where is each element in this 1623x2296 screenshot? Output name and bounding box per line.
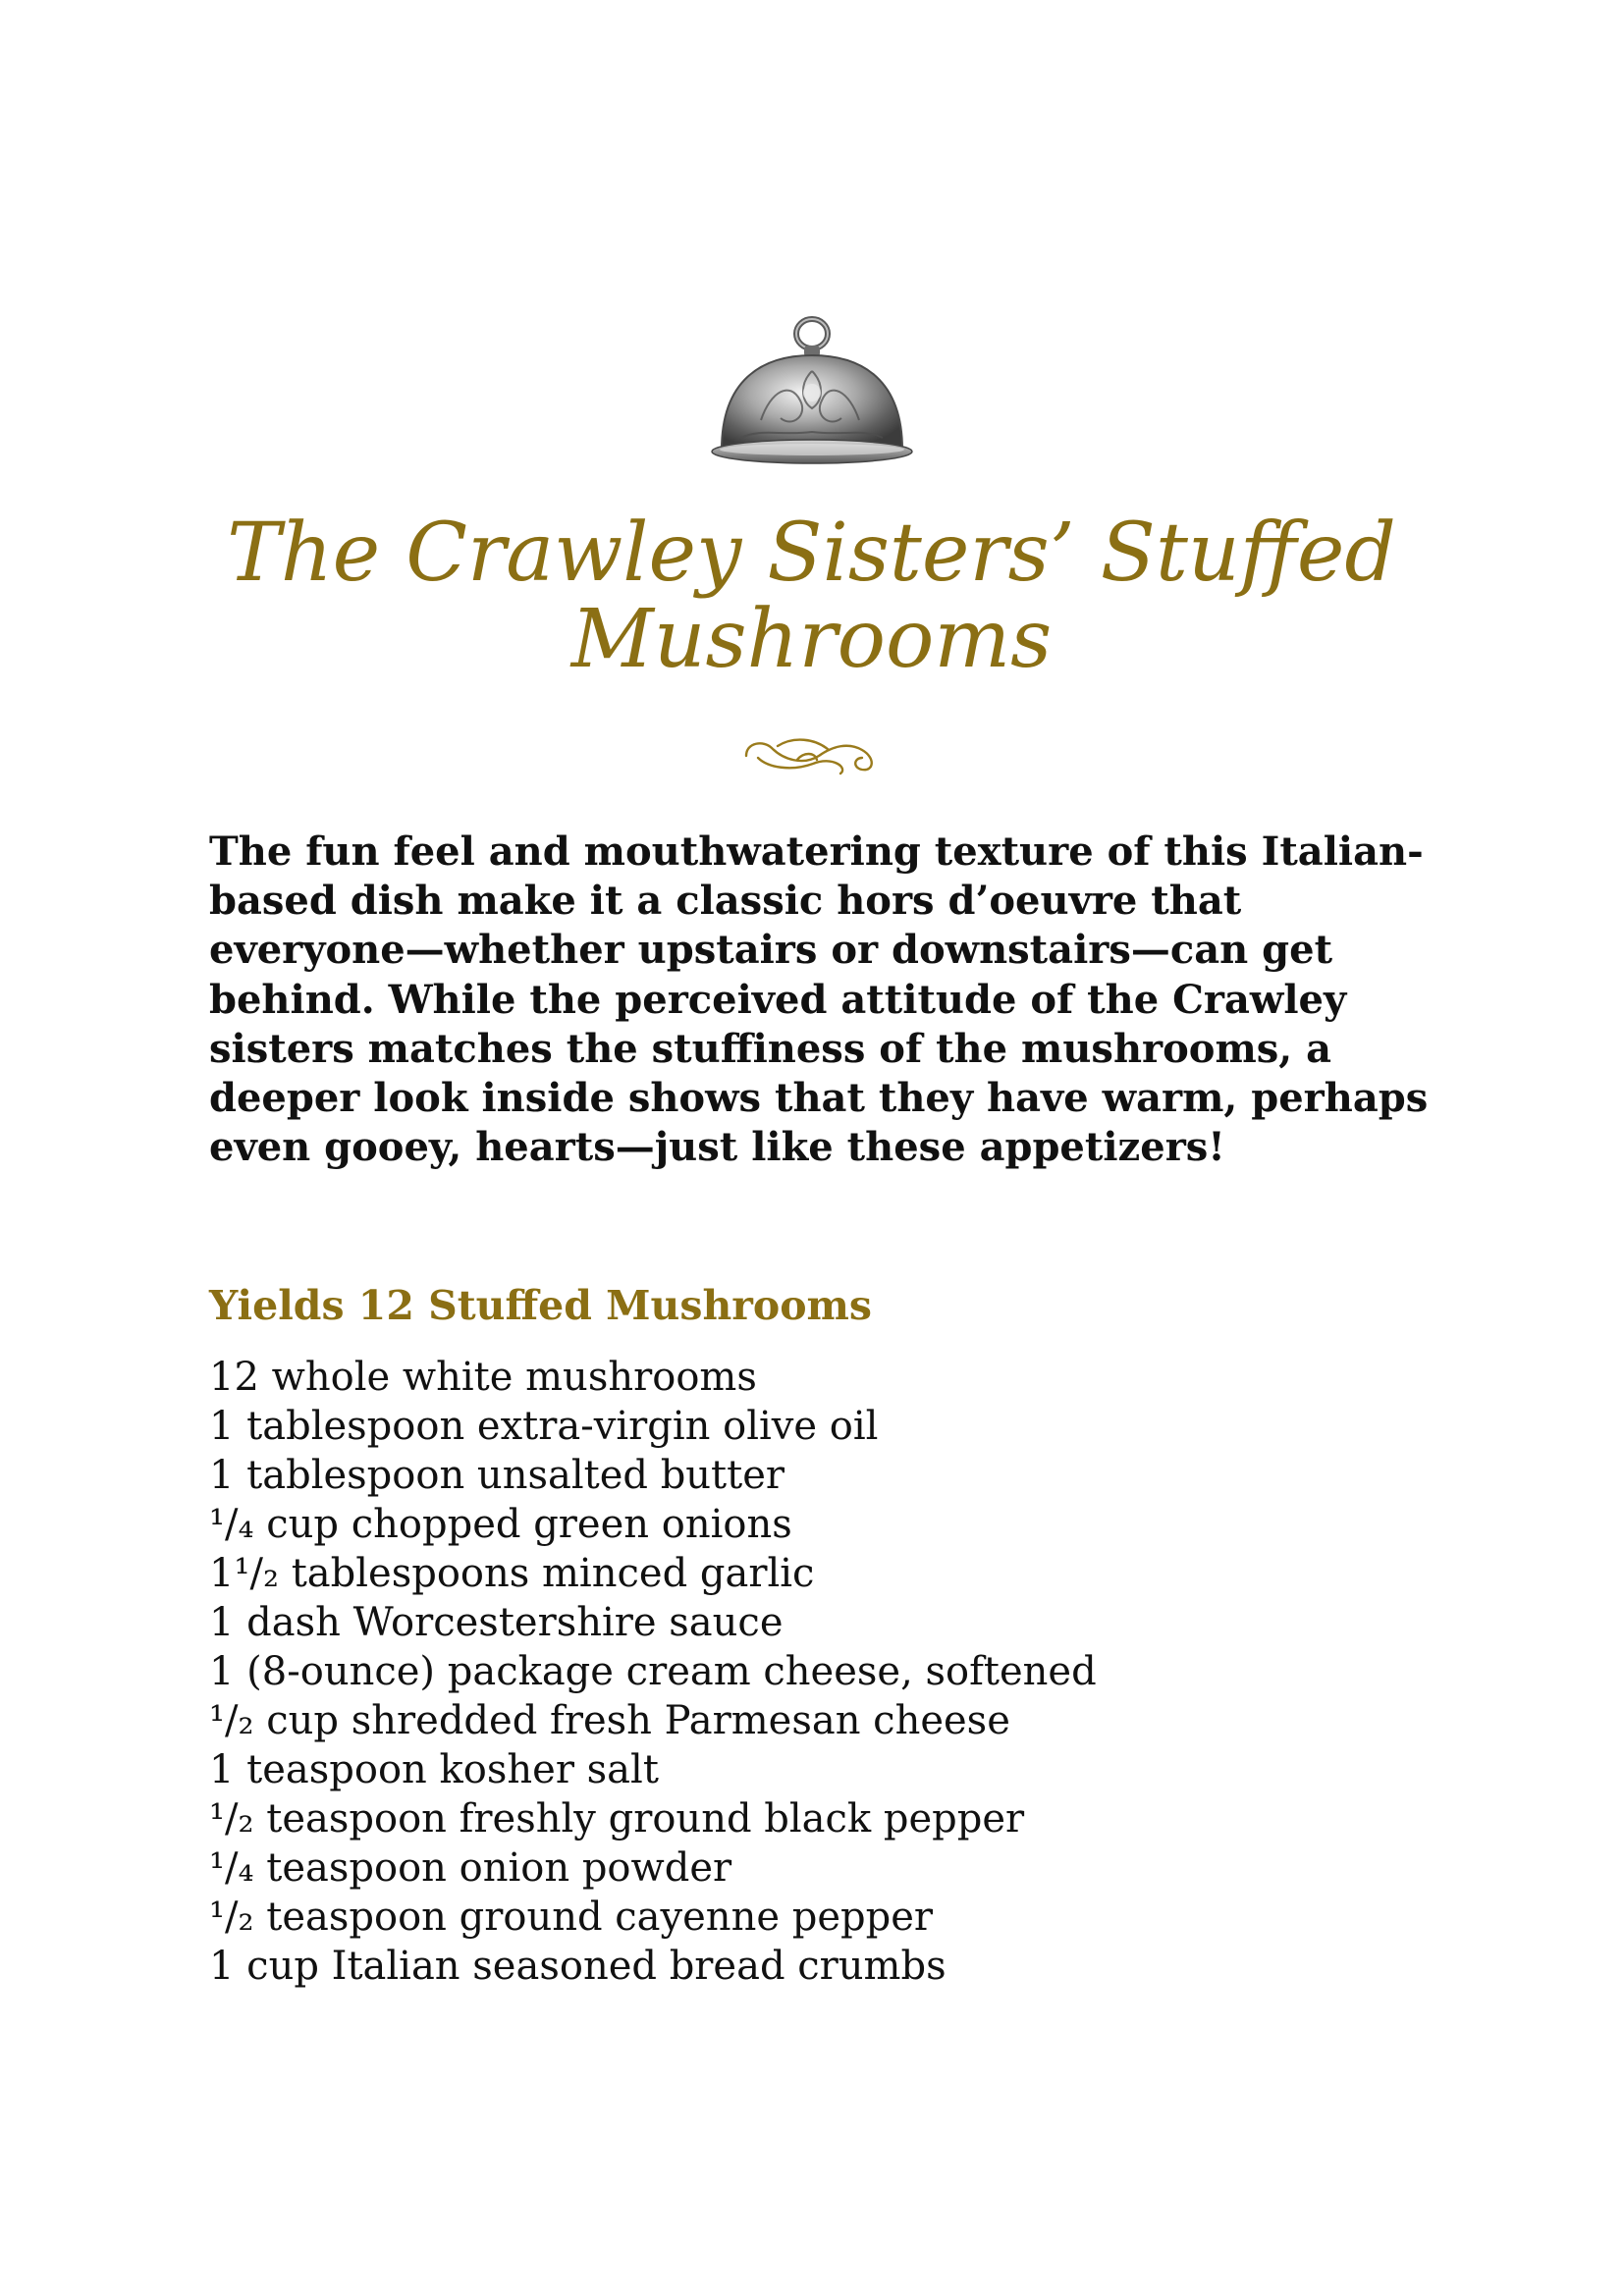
ingredient-item: 1 cup Italian seasoned bread crumbs (209, 1944, 947, 1989)
ingredient-list (209, 1353, 1097, 1991)
ingredient-item: 1¹/₂ tablespoons minced garlic (209, 1551, 815, 1596)
cloche-icon (702, 312, 923, 474)
ingredient-item: ¹/₄ cup chopped green onions (209, 1502, 792, 1547)
ingredient-item: 1 tablespoon extra-virgin olive oil (209, 1404, 879, 1449)
ingredient-item: ¹/₂ teaspoon freshly ground black pepper (209, 1796, 1025, 1842)
ingredient-item: 1 tablespoon unsalted butter (209, 1453, 784, 1498)
ingredient-item: 1 (8-ounce) package cream cheese, softened (209, 1649, 1097, 1694)
ingredient-item: 1 dash Worcestershire sauce (209, 1600, 784, 1645)
ingredient-item: ¹/₂ teaspoon ground cayenne pepper (209, 1895, 933, 1940)
ingredient-item: ¹/₄ teaspoon onion powder (209, 1845, 732, 1891)
recipe-yield: Yields 12 Stuffed Mushrooms (209, 1282, 873, 1329)
recipe-intro: The fun feel and mouthwatering texture of this Italian-based dish make it a classic hors d’oeuvre that everyone—whether upstairs or downstairs—can get behind. While the perceived attitude of the Crawley sisters matches the stuffiness of the mushrooms, a deeper look inside shows that they have warm, perhaps even gooey, hearts—just like these appetizers! (209, 828, 1429, 1171)
ingredient-item: 12 whole white mushrooms (209, 1355, 757, 1400)
ingredient-item: ¹/₂ cup shredded fresh Parmesan cheese (209, 1698, 1010, 1743)
ingredient-item: 1 teaspoon kosher salt (209, 1747, 659, 1792)
recipe-title: The Crawley Sisters’ Stuffed Mushrooms (227, 507, 1396, 686)
flourish-icon (738, 728, 886, 779)
